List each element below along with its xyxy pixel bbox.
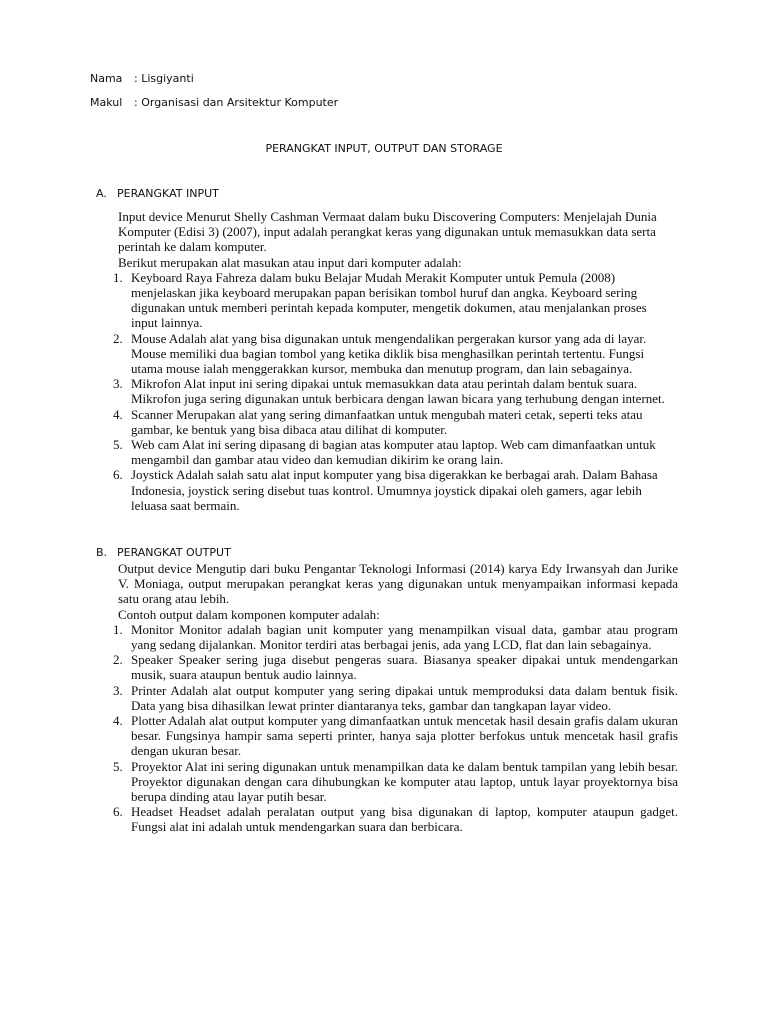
section-b-intro: Output device Mengutip dari buku Pengantar Teknologi Informasi (2014) karya Edy Irwansyah dan Jurike V. Moniaga, output merupakan perangkat keras yang digunakan untuk menyampaikan informasi kepada satu orang atau lebih. (118, 561, 678, 607)
section-b-title: PERANGKAT OUTPUT (117, 546, 231, 559)
section-a-lead: Berikut merupakan alat masukan atau input dari komputer adalah: (118, 254, 462, 270)
section-a-body (113, 209, 674, 513)
makul-row (90, 96, 338, 109)
list-item: 5. Web cam Alat ini sering dipasang di bagian atas komputer atau laptop. Web cam dimanfaatkan untuk mengambil dan gambar atau video dan kemudian dikirim ke orang lain. (113, 437, 656, 468)
section-a-intro: Input device Menurut Shelly Cashman Vermaat dalam buku Discovering Computers: Menjelajah Dunia Komputer (Edisi 3) (2007), input adalah perangkat keras yang digunakan untuk memasukkan data serta perintah ke dalam komputer. (118, 209, 657, 255)
section-b-body (113, 561, 678, 835)
list-item: 4. Plotter Adalah alat output komputer yang dimanfaatkan untuk mencetak hasil desain grafis dalam ukuran besar. Fungsinya hampir sama seperti printer, hanya saja plotter berfokus untuk mencetak hasil grafis dengan ukuran besar. (113, 713, 678, 759)
makul-value: : Organisasi dan Arsitektur Komputer (134, 96, 339, 109)
section-b-letter: B. (96, 546, 108, 559)
list-item: 6. Headset Headset adalah peralatan output yang bisa digunakan di laptop, komputer ataupun gadget. Fungsi alat ini adalah untuk mendengarkan suara dan berbicara. (113, 804, 678, 835)
section-b-lead: Contoh output dalam komponen komputer adalah: (118, 606, 380, 622)
list-item: 3. Mikrofon Alat input ini sering dipakai untuk memasukkan data atau perintah dalam bentuk suara. Mikrofon juga sering digunakan untuk berbicara dengan lawan bicara yang terhubung dengan internet. (113, 376, 665, 407)
nama-label: Nama (90, 72, 123, 85)
list-item: 2. Mouse Adalah alat yang bisa digunakan untuk mengendalikan pergerakan kursor yang ada di layar. Mouse memiliki dua bagian tombol yang ketika diklik bisa menghasilkan perintah tertentu. Fungsi utama mouse ialah menggerakkan kursor, membuka dan menutup program, dan lain sebagainya. (113, 330, 647, 377)
list-item: 1. Monitor Monitor adalah bagian unit komputer yang menampilkan visual data, gambar atau program yang sedang dijalankan. Monitor terdiri atas berbagai jenis, ada yang LCD, flat dan lain sebagainya. (113, 621, 678, 653)
list-item: 5. Proyektor Alat ini sering digunakan untuk menampilkan data ke dalam bentuk tampilan yang lebih besar. Proyektor digunakan dengan cara dihubungkan ke komputer atau laptop, untuk layar proyektornya bisa berupa dinding atau layar putih besar. (113, 758, 678, 805)
makul-label: Makul (90, 96, 123, 109)
nama-value: : Lisgiyanti (134, 72, 194, 85)
list-item: 4. Scanner Merupakan alat yang sering dimanfaatkan untuk mengubah materi cetak, seperti teks atau gambar, ke bentuk yang bisa dibaca atau dilihat di komputer. (113, 406, 643, 437)
nama-row (90, 72, 194, 85)
page-title: PERANGKAT INPUT, OUTPUT DAN STORAGE (265, 142, 503, 155)
input-device-list (113, 270, 674, 513)
list-item: 2. Speaker Speaker sering juga disebut pengeras suara. Biasanya speaker dipakai untuk mendengarkan musik, suara ataupun bentuk audio lainnya. (113, 652, 678, 683)
list-item: 6. Joystick Adalah salah satu alat input komputer yang bisa digerakkan ke berbagai arah. Dalam Bahasa Indonesia, joystick sering disebut tuas kontrol. Umumnya joystick dipakai oleh gamers, agar lebih leluasa saat bermain. (113, 467, 658, 513)
section-a-title: PERANGKAT INPUT (117, 187, 219, 200)
section-a-heading (96, 187, 219, 200)
list-item: 1. Keyboard Raya Fahreza dalam buku Belajar Mudah Merakit Komputer untuk Pemula (2008) menjelaskan jika keyboard merupakan papan berisikan tombol huruf dan angka. Keyboard sering digunakan untuk memberi perintah kepada komputer, mengetik dokumen, atau menjalankan proses input lainnya. (113, 269, 647, 331)
list-item: 3. Printer Adalah alat output komputer yang sering dipakai untuk memproduksi data dalam bentuk fisik. Data yang bisa dihasilkan lewat printer diantaranya teks, gambar dan tangkapan layar video. (113, 682, 678, 713)
section-b-heading (96, 546, 231, 559)
output-device-list (113, 622, 678, 835)
section-a-letter: A. (96, 187, 107, 200)
